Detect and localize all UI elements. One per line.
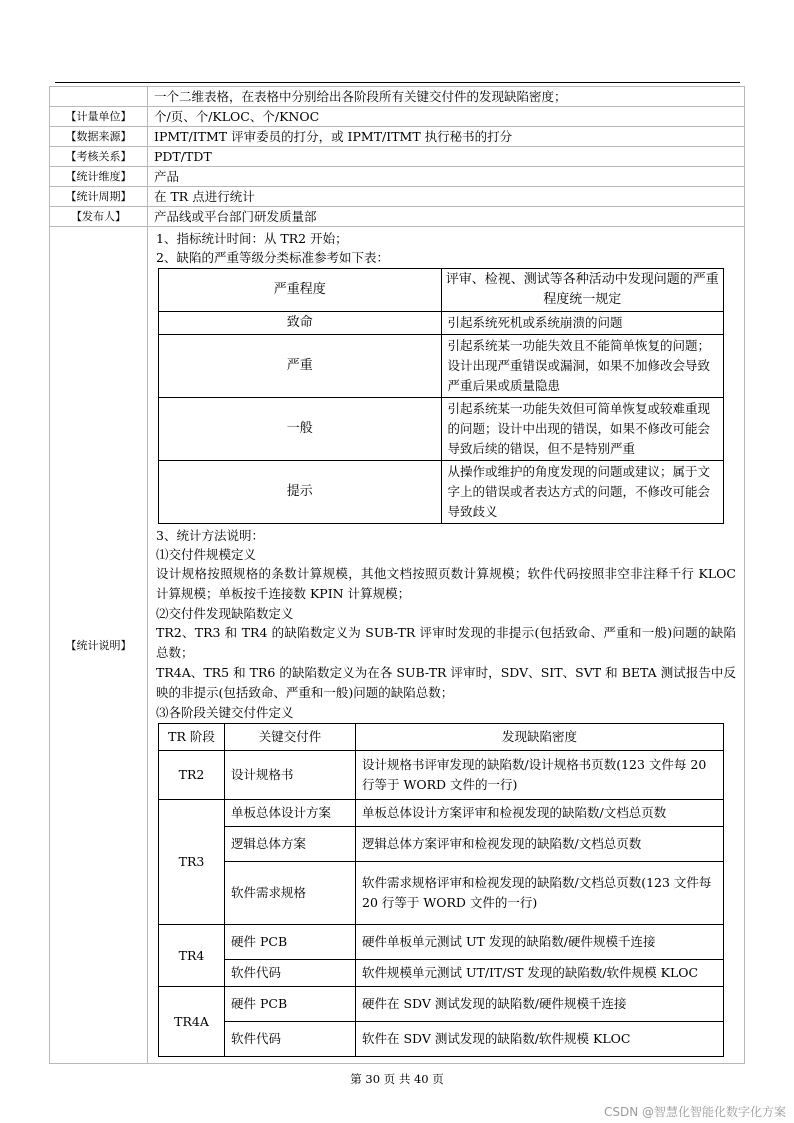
- table-row: [50, 207, 745, 227]
- watermark: CSDN @智慧化智能化数字化方案: [603, 1105, 786, 1119]
- row-label: [50, 87, 148, 107]
- tr-header-density: 发现缺陷密度: [356, 724, 724, 751]
- tr-density: 逻辑总体方案评审和检视发现的缺陷数/文档总页数: [356, 827, 724, 862]
- tr-row: [159, 987, 724, 1022]
- row-value-assessment: PDT/TDT: [148, 147, 745, 167]
- tr-row: [159, 960, 724, 987]
- severity-row: [159, 461, 724, 524]
- stats-line-2: 2、缺陷的严重等级分类标准参考如下表：: [156, 250, 389, 265]
- tr-row: [159, 751, 724, 800]
- tr-item: 单板总体设计方案: [225, 800, 356, 827]
- tr-item: 硬件 PCB: [225, 987, 356, 1022]
- row-label-statistics: 【统计说明】: [50, 227, 148, 1064]
- tr-density: 硬件单板单元测试 UT 发现的缺陷数/硬件规模千连接: [356, 925, 724, 960]
- severity-row: [159, 312, 724, 335]
- table-row: [50, 127, 745, 147]
- severity-table: [158, 268, 724, 524]
- tr-item: 硬件 PCB: [225, 925, 356, 960]
- tr-header-item: 关键交付件: [225, 724, 356, 751]
- severity-row: [159, 398, 724, 461]
- statistics-content: [148, 227, 745, 1064]
- tr-row: [159, 827, 724, 862]
- tr-row: [159, 800, 724, 827]
- tr-header-stage: TR 阶段: [159, 724, 225, 751]
- tr-stage: TR4: [159, 925, 225, 987]
- table-row: [50, 87, 745, 107]
- sub2-body-1: TR2、TR3 和 TR4 的缺陷数定义为 SUB-TR 评审时发现的非提示(包括致命、严重和一般)问题的缺陷总数；: [156, 625, 736, 660]
- header-rule: [55, 82, 740, 83]
- severity-level: 致命: [159, 312, 442, 335]
- tr-stage: TR3: [159, 800, 225, 925]
- tr-stage: TR4A: [159, 987, 225, 1057]
- row-value-dimension: 产品: [148, 167, 745, 187]
- row-value-source: IPMT/ITMT 评审委员的打分，或 IPMT/ITMT 执行秘书的打分: [148, 127, 745, 147]
- severity-level: 一般: [159, 398, 442, 461]
- stats-line-3: 3、统计方法说明：: [156, 528, 264, 543]
- sub1-body: 设计规格按照规格的条数计算规模，其他文档按照页数计算规模；软件代码按照非空非注释千行 KLOC 计算规模；单板按千连接数 KPIN 计算规模；: [156, 566, 736, 601]
- row-label-publisher: 【发布人】: [50, 207, 148, 227]
- tr-density: 软件规模单元测试 UT/IT/ST 发现的缺陷数/软件规模 KLOC: [356, 960, 724, 987]
- row-value-publisher: 产品线或平台部门研发质量部: [148, 207, 745, 227]
- severity-desc: 引起系统某一功能失效且不能简单恢复的问题；设计出现严重错误或漏洞，如果不加修改会导致严重后果或质量隐患: [441, 335, 724, 398]
- tr-density: 软件在 SDV 测试发现的缺陷数/软件规模 KLOC: [356, 1022, 724, 1057]
- tr-row: [159, 862, 724, 925]
- row-value-period: 在 TR 点进行统计: [148, 187, 745, 207]
- row-value: 一个二维表格，在表格中分别给出各阶段所有关键交付件的发现缺陷密度；: [148, 87, 745, 107]
- stats-line-1: 1、指标统计时间：从 TR2 开始；: [156, 231, 348, 246]
- tr-density: 设计规格书评审发现的缺陷数/设计规格书页数(123 文件每 20 行等于 WORD 文件的一行): [356, 751, 724, 800]
- severity-desc: 引起系统某一功能失效但可简单恢复或较难重现的问题；设计中出现的错误，如果不修改可能会导致后续的错误，但不是特别严重: [441, 398, 724, 461]
- row-label-period: 【统计周期】: [50, 187, 148, 207]
- table-row: [50, 187, 745, 207]
- severity-desc: 从操作或维护的角度发现的问题或建议；属于文字上的错误或者表达方式的问题，不修改可能会导致歧义: [441, 461, 724, 524]
- sub2-title: ⑵交付件发现缺陷数定义: [156, 606, 294, 621]
- tr-header-row: [159, 724, 724, 751]
- tr-density: 硬件在 SDV 测试发现的缺陷数/硬件规模千连接: [356, 987, 724, 1022]
- sub2-body-2: TR4A、TR5 和 TR6 的缺陷数定义为在各 SUB-TR 评审时，SDV、SIT、SVT 和 BETA 测试报告中反映的非提示(包括致命、严重和一般)问题的缺陷总数；: [156, 665, 736, 700]
- severity-row: [159, 335, 724, 398]
- severity-level: 严重: [159, 335, 442, 398]
- page-number: 第 30 页 共 40 页: [350, 1072, 444, 1086]
- table-row-statistics: [50, 227, 745, 1064]
- severity-desc: 引起系统死机或系统崩溃的问题: [441, 312, 724, 335]
- tr-row: [159, 925, 724, 960]
- table-row: [50, 147, 745, 167]
- tr-item: 设计规格书: [225, 751, 356, 800]
- tr-row: [159, 1022, 724, 1057]
- row-label-unit: 【计量单位】: [50, 107, 148, 127]
- severity-level: 提示: [159, 461, 442, 524]
- tr-density: 软件需求规格评审和检视发现的缺陷数/文档总页数(123 文件每 20 行等于 WORD 文件的一行): [356, 862, 724, 925]
- table-row: [50, 107, 745, 127]
- metric-definition-table: [49, 86, 745, 1064]
- tr-density: 单板总体设计方案评审和检视发现的缺陷数/文档总页数: [356, 800, 724, 827]
- row-value-unit: 个/页、个/KLOC、个/KNOC: [148, 107, 745, 127]
- sub3-title: ⑶各阶段关键交付件定义: [156, 705, 294, 720]
- row-label-source: 【数据来源】: [50, 127, 148, 147]
- severity-header-desc: 评审、检视、测试等各种活动中发现问题的严重程度统一规定: [441, 269, 724, 312]
- tr-stage: TR2: [159, 751, 225, 800]
- tr-item: 软件代码: [225, 960, 356, 987]
- tr-stage-table: [158, 723, 724, 1057]
- row-label-assessment: 【考核关系】: [50, 147, 148, 167]
- row-label-dimension: 【统计维度】: [50, 167, 148, 187]
- tr-item: 软件需求规格: [225, 862, 356, 925]
- sub1-title: ⑴交付件规模定义: [156, 547, 257, 562]
- severity-header-level: 严重程度: [159, 269, 442, 312]
- severity-header-row: [159, 269, 724, 312]
- tr-item: 逻辑总体方案: [225, 827, 356, 862]
- table-row: [50, 167, 745, 187]
- tr-item: 软件代码: [225, 1022, 356, 1057]
